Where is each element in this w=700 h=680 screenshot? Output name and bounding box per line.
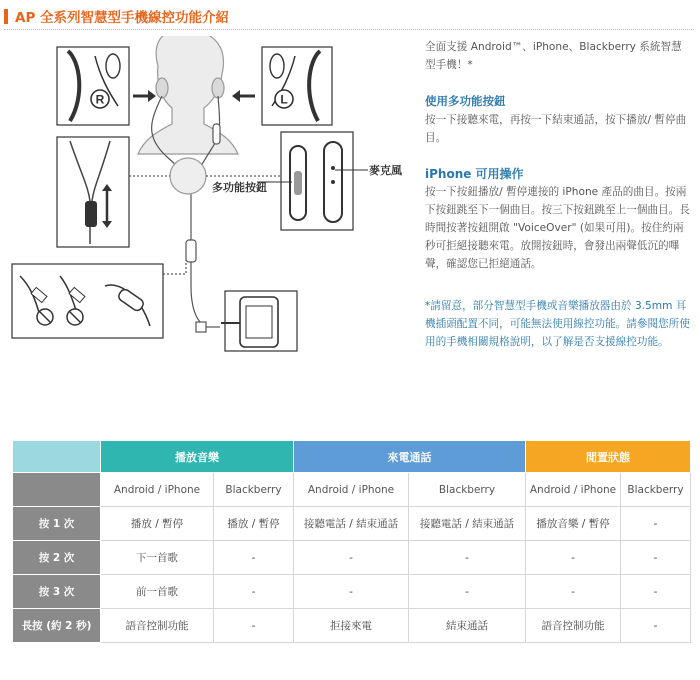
iphone-body: 按一下按鈕播放/ 暫停連接的 iPhone 產品的曲目。按兩下按鈕跳至下一個曲目。按三下按鈕跳至上一個曲目。長時間按著按鈕開啟 "VoiceOver" (如果可用)。按住約兩秒可拒絕接聽來電。放開按鈕時，會發出兩聲低沉的嗶聲，確認您已拒絕通話。 bbox=[425, 186, 690, 270]
table-cell: 語音控制功能 bbox=[526, 609, 621, 643]
inline-remote-icon bbox=[213, 124, 220, 144]
title-accent-bar bbox=[4, 9, 8, 24]
table-cell: - bbox=[409, 541, 526, 575]
table-cell: 播放 / 暫停 bbox=[101, 507, 214, 541]
table-cell: 結束通話 bbox=[409, 609, 526, 643]
table-row bbox=[13, 609, 691, 643]
table-cell: - bbox=[294, 575, 409, 609]
right-earbud-panel bbox=[57, 47, 129, 125]
table-cell: - bbox=[214, 609, 294, 643]
table-cell: 播放音樂 / 暫停 bbox=[526, 507, 621, 541]
table-cell: - bbox=[526, 575, 621, 609]
jack-usage-panel bbox=[12, 264, 163, 338]
table-cell: - bbox=[621, 541, 691, 575]
compatibility-note: *請留意，部分智慧型手機或音樂播放器由於 3.5mm 耳機插頭配置不同，可能無法使用線控功能。請參閱您所使用的手機相關規格說明，以了解是否支援線控功能。 bbox=[425, 300, 690, 348]
table-cell: 下一首歌 bbox=[101, 541, 214, 575]
table-cell: - bbox=[621, 507, 691, 541]
table-corner-cell bbox=[13, 441, 101, 473]
iphone-heading: iPhone 可用操作 bbox=[425, 167, 524, 181]
group-header-idle: 閒置狀態 bbox=[526, 441, 691, 473]
table-cell: 語音控制功能 bbox=[101, 609, 214, 643]
subheader-cell: Android / iPhone bbox=[101, 473, 214, 507]
multifunction-body: 按一下接聽來電，再按一下結束通話，按下播放/ 暫停曲目。 bbox=[425, 114, 687, 144]
table-cell: 接聽電話 / 結束通話 bbox=[409, 507, 526, 541]
group-header-call: 來電通話 bbox=[294, 441, 526, 473]
left-earbud-panel bbox=[262, 47, 332, 125]
table-cell: - bbox=[409, 575, 526, 609]
microphone-label: 麥克風 bbox=[369, 164, 402, 177]
page-header bbox=[4, 6, 229, 26]
table-cell: - bbox=[621, 575, 691, 609]
row-header: 長按 (約 2 秒) bbox=[13, 609, 101, 643]
table-cell: 接聽電話 / 結束通話 bbox=[294, 507, 409, 541]
table-group-header-row bbox=[13, 441, 691, 473]
table-row bbox=[13, 575, 691, 609]
table-cell: - bbox=[294, 541, 409, 575]
subheader-cell: Blackberry bbox=[409, 473, 526, 507]
group-header-music: 播放音樂 bbox=[101, 441, 294, 473]
table-cell: 播放 / 暫停 bbox=[214, 507, 294, 541]
subheader-cell: Blackberry bbox=[621, 473, 691, 507]
table-subheader-row bbox=[13, 473, 691, 507]
table-row bbox=[13, 507, 691, 541]
svg-text:L: L bbox=[280, 92, 288, 107]
table-cell: - bbox=[526, 541, 621, 575]
subheader-cell: Android / iPhone bbox=[526, 473, 621, 507]
page-title: AP 全系列智慧型手機線控功能介紹 bbox=[15, 10, 230, 26]
row-header: 按 1 次 bbox=[13, 507, 101, 541]
control-function-table bbox=[12, 440, 691, 643]
phone-panel bbox=[221, 291, 297, 351]
button-zoom-circle bbox=[170, 158, 206, 194]
multifunction-button-label: 多功能按鈕 bbox=[212, 181, 267, 194]
row-header: 按 2 次 bbox=[13, 541, 101, 575]
remote-detail-panel bbox=[281, 132, 353, 230]
table-row bbox=[13, 541, 691, 575]
subheader-cell: Android / iPhone bbox=[294, 473, 409, 507]
table-cell: - bbox=[214, 541, 294, 575]
svg-text:R: R bbox=[95, 92, 105, 107]
cable-slider-panel bbox=[57, 137, 129, 247]
row-header: 按 3 次 bbox=[13, 575, 101, 609]
subheader-cell: Blackberry bbox=[214, 473, 294, 507]
table-cell: - bbox=[621, 609, 691, 643]
title-divider bbox=[4, 29, 694, 30]
multifunction-heading: 使用多功能按鈕 bbox=[425, 94, 506, 108]
intro-text: 全面支援 Android™、iPhone、Blackberry 系統智慧型手機！* bbox=[425, 41, 682, 71]
subheader-corner-cell bbox=[13, 473, 101, 507]
earphone-control-illustration bbox=[0, 36, 415, 354]
table-cell: - bbox=[214, 575, 294, 609]
table-cell: 拒接來電 bbox=[294, 609, 409, 643]
table-cell: 前一首歌 bbox=[101, 575, 214, 609]
